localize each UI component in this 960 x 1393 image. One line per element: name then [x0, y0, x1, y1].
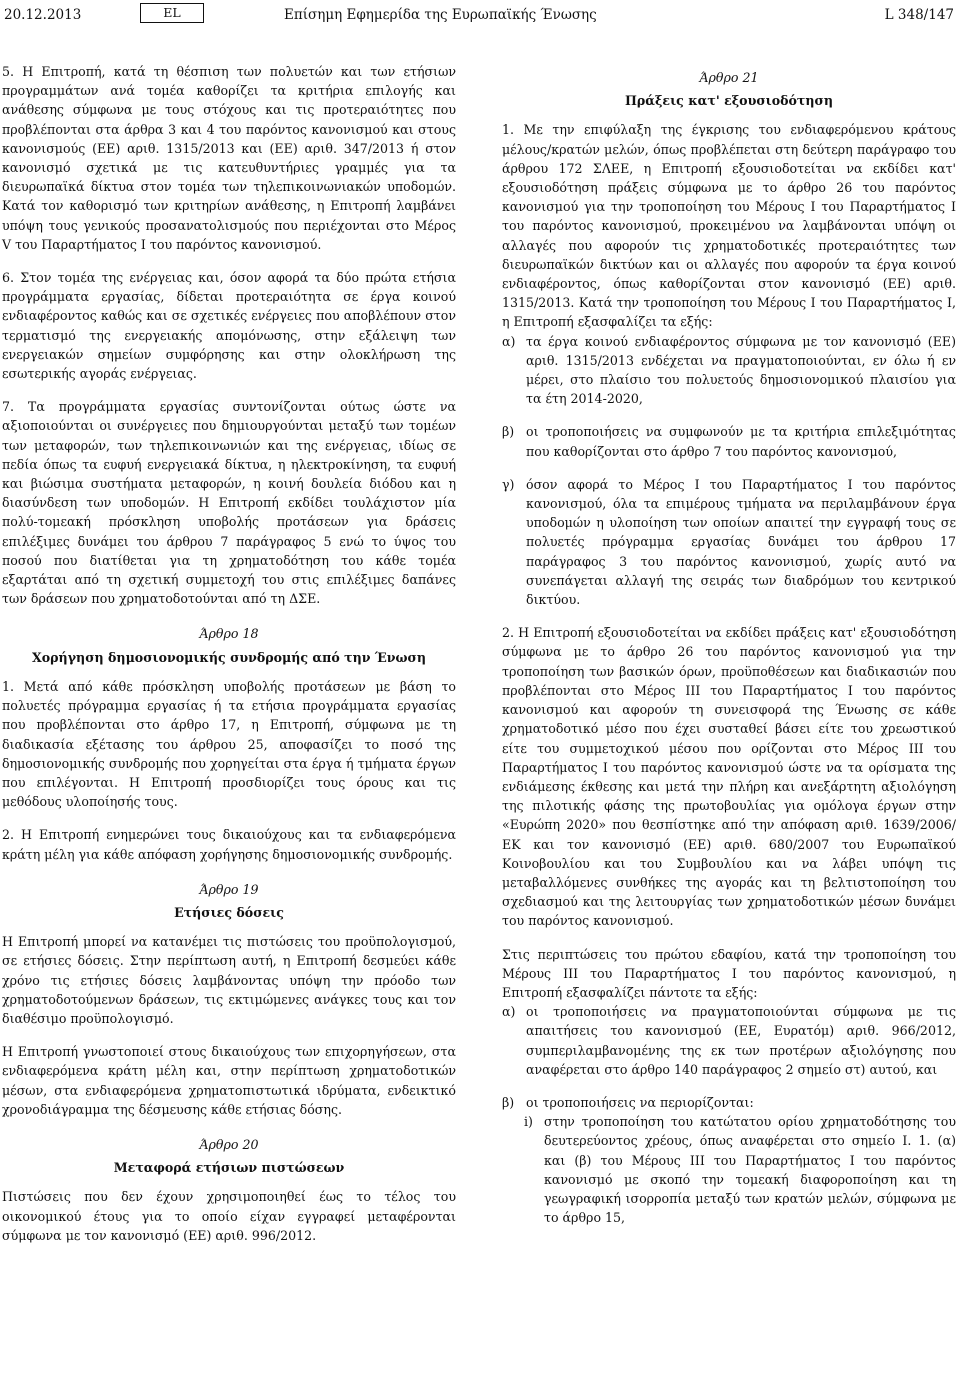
page-header — [0, 0, 960, 28]
list-item-label: β) — [502, 1094, 515, 1110]
page-reference: L 348/147 — [884, 7, 954, 23]
article-21-paragraph-1: 1. Με την επιφύλαξη της έγκρισης του ενδιαφερόμενου κράτους μέλους/κρατών μελών, όπως προβλέπεται στη δεύτερη παράγραφο του άρθρου 172 ΣΛΕΕ, η Επιτροπή εξουσιοδοτείται να εκδίδει κατ' εξουσιοδότηση πράξεις σύμφωνα με το άρθρο 26 του παρόντος κανονισμού για την τροποποίηση του Μέρους I του Παραρτήματος I του παρόντος κανονισμού, προκειμένου να λαμβάνονται υπόψη οι αλλαγές που αφορούν τις χρηματοδοτικές προτεραιότητες των διευρωπαϊκών δικτύων και οι αλλαγές που αφορούν τα έργα κοινού ενδιαφέροντος, όπως καθορίζονται στον κανονισμό (ΕΕ) αριθ. 1315/2013. Κατά την τροποποίηση του Μέρους I του Παραρτήματος I, η Επιτροπή εξασφαλίζει τα εξής: — [502, 122, 956, 330]
list-item-label: α) — [502, 1004, 516, 1020]
sub-list — [524, 1112, 956, 1227]
sub-list-item — [524, 1112, 956, 1227]
list-item-label: α) — [502, 333, 516, 349]
article-21-paragraph-2: 2. Η Επιτροπή εξουσιοδοτείται να εκδίδει πράξεις κατ' εξουσιοδότηση σύμφωνα με το άρθρο 26 του παρόντος κανονισμού για την τροποποίηση των βασικών όρων, προϋποθέσεων και διαδικασιών που προβλέπονται στο Μέρος III του Παραρτήματος I του παρόντος κανονισμού και αφορούν τη συνεισφορά της Ένωσης σε κάθε χρηματοδοτικό μέσο που έχει συσταθεί βάσει είτε του χρεωστικού είτε του συμμετοχικού μέσου που ορίζονται στο Μέρος III του Παραρτήματος I του παρόντος κανονισμού ώστε να τα ορίσματα της ενδιάμεσης έκθεσης και μετά την πλήρη και ανεξάρτητη αξιολόγηση της πιλοτικής φάσης της πρωτοβουλίας για ομόλογα έργων στην «Ευρώπη 2020» που θεσπίστηκε από την απόφαση αριθ. 1639/2006/ΕΚ και τον κανονισμό (ΕΕ) αριθ. 680/2007 του Ευρωπαϊκού Κοινοβουλίου και του Συμβουλίου και να λάβει υπόψη τις μεταβαλλόμενες συνθήκες της αγοράς και τη βελτιστοποίηση του σχεδιασμού και της λειτουργίας των χρηματοδοτικών μέσων δυνάμει του παρόντος κανονισμού. — [502, 625, 956, 929]
article-19-heading: Ετήσιες δόσεις — [174, 904, 284, 920]
list-2 — [502, 1002, 956, 1112]
list-item-text: όσον αφορά το Μέρος I του Παραρτήματος I του παρόντος κανονισμού, όλα τα επιμέρους τμήματα να περιλαμβάνουν έργα υποδομών η υλοποίηση των οποίων απαιτεί την εγγραφή τους σε πολυετές πρόγραμμα εργασίας δυνάμει του άρθρου 17 παράγραφος 3 του παρόντος κανονισμού, χωρίς αυτό να συνεπάγεται αλλαγή της σειράς των διαδρόμων του κεντρικού δικτύου. — [526, 476, 956, 608]
sub-list-item-label: i) — [524, 1114, 533, 1130]
article-18-number: Άρθρο 18 — [199, 626, 259, 642]
list-item-text: οι τροποποιήσεις να πραγματοποιούνται σύμφωνα με τις απαιτήσεις του κανονισμού (ΕΕ, Ευρατόμ) αριθ. 966/2012, συμπεριλαμβανομένης της εκ των προτέρων αξιολόγησης που αναφέρεται στο άρθρο 140 παράγραφος 2 σημείο στ) αυτού, και — [526, 1004, 956, 1077]
list-item — [502, 422, 956, 460]
paragraph-7: 7. Τα προγράμματα εργασίας συντονίζονται ούτως ώστε να αξιοποιούνται οι συνέργειες που δημιουργούνται μεταξύ των τομέων των μεταφορών, των τηλεπικοινωνιών και της ενέργειας, ιδίως σε πεδία όπως τα ευφυή ενεργειακά δίκτυα, η ηλεκτροκίνηση, τα ευφυή και βιώσιμα συστήματα μεταφορών, η κοινή δουλεία διόδου και η διασύνδεση των υποδομών. Η Επιτροπή εκδίδει τουλάχιστον μία πολύ-τομεακή πρόσκληση υποβολής προτάσεων για δράσεις επιλέξιμες δυνάμει του άρθρου 7 παράγραφος 5 ενώ το ύψος του ποσού που διατίθεται για τη χρηματοδότηση του κάθε τομέα εξαρτάται από τη σχετική συμμετοχή του στις επιλέξιμες δαπάνες των δράσεων που χρηματοδοτούνται από τη ΔΣΕ. — [2, 399, 456, 607]
journal-title: Επίσημη Εφημερίδα της Ευρωπαϊκής Ένωσης — [284, 7, 597, 23]
list-item-label: β) — [502, 424, 515, 440]
list-item-label: γ) — [502, 476, 515, 492]
list-item — [502, 475, 956, 609]
sub-list-item-text: στην τροποποίηση του κατώτατου ορίου χρηματοδότησης του δευτερεύοντος χρέους, όπως αναφέρεται στο σημείο I. 1. (α) και (β) του Μέρους III του Παραρτήματος I του παρόντος κανονισμό με σκοπό την τομεακή διαφοροποίηση και τη γεωγραφική ισορροπία μεταξύ των κρατών μελών, σύμφωνα με το άρθρο 15, — [544, 1114, 956, 1226]
list-1 — [502, 332, 956, 610]
article-21-paragraph-3: Στις περιπτώσεις του πρώτου εδαφίου, κατά την τροποποίηση του Μέρους III του Παραρτήματος I του παρόντος κανονισμού, η Επιτροπή εξασφαλίζει πάντοτε τα εξής: — [502, 946, 956, 1000]
article-20-paragraph-1: Πιστώσεις που δεν έχουν χρησιμοποιηθεί έως το τέλος του οικονομικού έτους για το οποίο είχαν εγγραφεί μεταφέρονται σύμφωνα με τον κανονισμό (ΕΕ) αριθ. 996/2012. — [2, 1189, 456, 1243]
article-18-paragraph-1: 1. Μετά από κάθε πρόσκληση υποβολής προτάσεων με βάση το πολυετές πρόγραμμα εργασίας ή τα ετήσια προγράμματα εργασίας που προβλέπονται στο άρθρο 17, η Επιτροπή, σύμφωνα με τη διαδικασία εξέτασης του άρθρου 25, αποφασίζει το ποσό της δημοσιονομικής συνδρομής που χορηγείται στα έργα ή τμήματα έργων που επιλέγονται. Η Επιτροπή προσδιορίζει τους όρους και τις μεθόδους υλοποίησής τους. — [2, 678, 456, 810]
right-column — [502, 62, 956, 1227]
article-18-heading: Χορήγηση δημοσιονομικής συνδρομής από την Ένωση — [32, 649, 426, 665]
article-21-number: Άρθρο 21 — [699, 70, 759, 85]
list-item-text: οι τροποποιήσεις να περιορίζονται: — [526, 1094, 754, 1110]
language-code-box: EL — [140, 3, 204, 23]
list-item-text: τα έργα κοινού ενδιαφέροντος σύμφωνα με τον κανονισμό (ΕΕ) αριθ. 1315/2013 ενδέχεται να πραγματοποιούνται, εν όλω ή εν μέρει, στο πλαίσιο του πολυετούς δημοσιονομικού πλαισίου για τα έτη 2014-2020, — [526, 333, 956, 407]
article-21-heading: Πράξεις κατ' εξουσιοδότηση — [625, 93, 833, 109]
list-item — [502, 1093, 956, 1112]
article-18-paragraph-2: 2. Η Επιτροπή ενημερώνει τους δικαιούχους και τα ενδιαφερόμενα κράτη μέλη για κάθε απόφαση χορήγησης δημοσιονομικής συνδρομής. — [2, 827, 456, 862]
article-19-number: Άρθρο 19 — [199, 881, 259, 897]
publication-date: 20.12.2013 — [4, 7, 82, 23]
article-19-paragraph-1: Η Επιτροπή μπορεί να κατανέμει τις πιστώσεις του προϋπολογισμού, σε ετήσιες δόσεις. Στην περίπτωση αυτή, η Επιτροπή δεσμεύει κάθε χρόνο τις ετήσιες δόσεις λαμβάνοντας υπόψη την πρόοδο των χρηματοδοτούμενων δράσεων, τις εκτιμώμενες ανάγκες τους και τον διαθέσιμο προϋπολογισμό. — [2, 934, 456, 1026]
article-19-paragraph-2: Η Επιτροπή γνωστοποιεί στους δικαιούχους των επιχορηγήσεων, στα ενδιαφερόμενα κράτη μέλη και, στην περίπτωση χρηματοδοτικών μέσων, στα ενδιαφερόμενα χρηματοπιστωτικά ιδρύματα, ενδεικτικό χρονοδιάγραμμα της δέσμευσης κάθε ετήσιας δόσης. — [2, 1044, 456, 1117]
article-20-number: Άρθρο 20 — [199, 1136, 259, 1152]
paragraph-6: 6. Στον τομέα της ενέργειας και, όσον αφορά τα δύο πρώτα ετήσια προγράμματα εργασίας, δίδεται προτεραιότητα σε έργα κοινού ενδιαφέροντος καθώς και σε σχετικές ενέργειες που αποβλέπουν στον τερματισμό της ενεργειακής απομόνωσης, στην εξάλειψη των ενεργειακών σημείων συμφόρησης και στην ολοκλήρωση της εσωτερικής αγοράς ενέργειας. — [2, 270, 456, 382]
list-item — [502, 332, 956, 409]
left-column — [2, 62, 456, 1245]
article-20-heading: Μεταφορά ετήσιων πιστώσεων — [113, 1160, 345, 1176]
paragraph-5: 5. Η Επιτροπή, κατά τη θέσπιση των πολυετών και των ετήσιων προγραμμάτων ανά τομέα καθορίζει τα κριτήρια επιλογής και ανάθεσης σύμφωνα με τους στόχους και τις προτεραιότητες που προβλέπονται στα άρθρα 3 και 4 του παρόντος κανονισμού και στους κανονισμούς (ΕΕ) αριθ. 1315/2013 και (ΕΕ) αριθ. 347/2013 ή στον κανονισμό σχετικά με τις κατευθυντήριες γραμμές για τα διευρωπαϊκά δίκτυα στον τομέα των τηλεπικοινωνιακών υποδομών. Κατά τον καθορισμό των κριτηρίων ανάθεσης, η Επιτροπή λαμβάνει υπόψη τους γενικούς προσανατολισμούς που περιέχονται στο Μέρος V του Παραρτήματος I του παρόντος κανονισμού. — [2, 64, 456, 252]
list-item — [502, 1002, 956, 1079]
list-item-text: οι τροποποιήσεις να συμφωνούν με τα κριτήρια επιλεξιμότητας που καθορίζονται στο άρθρο 7 του παρόντος κανονισμού, — [526, 424, 956, 459]
